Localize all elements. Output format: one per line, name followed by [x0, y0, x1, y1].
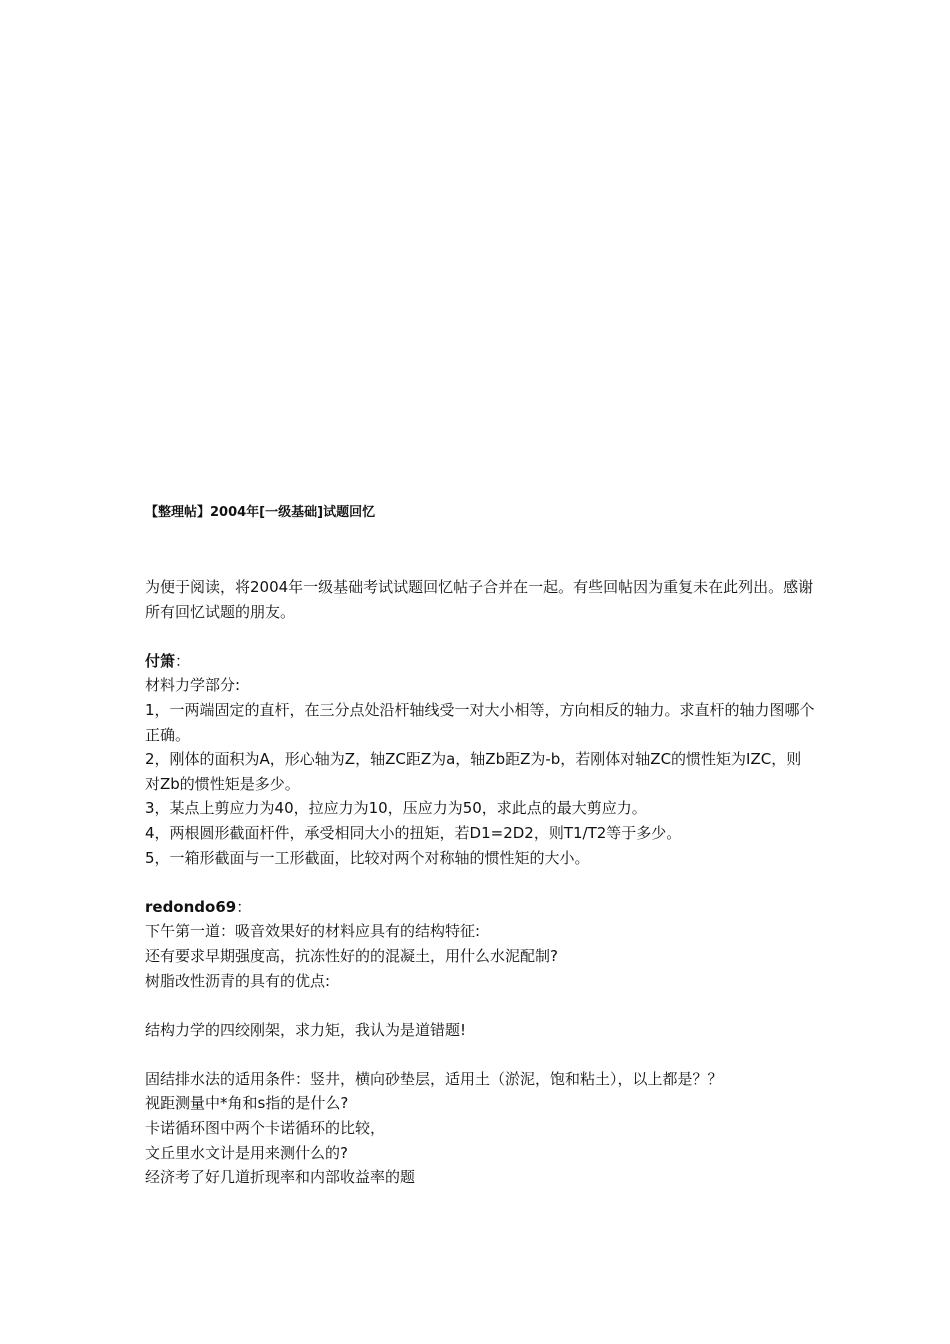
text-line: 视距测量中*角和s指的是什么? — [145, 1094, 349, 1113]
text-line: 卡诺循环图中两个卡诺循环的比较， — [145, 1119, 386, 1138]
text-line: 树脂改性沥青的具有的优点: — [145, 971, 331, 990]
text-line: 材料力学部分: — [145, 676, 241, 695]
text-line: 经济考了好几道折现率和内部收益率的题 — [145, 1168, 416, 1187]
text-line: 5，一箱形截面与一工形截面，比较对两个对称轴的惯性矩的大小。 — [145, 848, 590, 867]
spacer — [145, 624, 815, 649]
text-line: 3，某点上剪应力为40，拉应力为10，压应力为50，求此点的最大剪应力。 — [145, 799, 647, 818]
text-line: 1，一两端固定的直杆，在三分点处沿杆轴线受一对大小相等，方向相反的轴力。求直杆的轴力图哪个正确。 — [145, 700, 815, 744]
author-colon: ： — [175, 651, 191, 670]
intro-paragraph: 为便于阅读，将2004年一级基础考试试题回忆帖子合并在一起。有些回帖因为重复未在此列出。感谢所有回忆试题的朋友。 — [145, 578, 814, 621]
section1-header — [145, 649, 815, 674]
text-line: 结构力学的四绞刚架，求力矩，我认为是道错题! — [145, 1020, 467, 1039]
text-line: 还有要求早期强度高，抗冻性好的的混凝土，用什么水泥配制? — [145, 946, 558, 965]
text-line: 4，两根圆形截面杆件，承受相同大小的扭矩，若D1=2D2，则T1/T2等于多少。 — [145, 823, 682, 842]
author-name: redondo69 — [145, 897, 237, 916]
section2-header — [145, 895, 815, 920]
spacer — [145, 870, 815, 895]
author-colon: ： — [236, 897, 252, 916]
author-name: 付箫 — [145, 651, 176, 670]
text-line: 2，刚体的面积为A，形心轴为Z，轴ZC距Z为a，轴Zb距Z为-b，若刚体对轴ZC的惯性矩为IZC，则对Zb的惯性矩是多少。 — [145, 750, 802, 793]
text-line: 固结排水法的适用条件：竖井，横向砂垫层，适用土（淤泥，饱和粘土），以上都是？？ — [145, 1069, 723, 1088]
spacer — [145, 1042, 815, 1067]
document-body — [145, 575, 815, 1190]
spacer — [145, 993, 815, 1018]
text-line: 文丘里水文计是用来测什么的? — [145, 1143, 348, 1162]
document-title: 【整理帖】2004年[一级基础]试题回忆 — [145, 505, 376, 520]
text-line: 下午第一道：吸音效果好的材料应具有的结构特征: — [145, 922, 481, 941]
